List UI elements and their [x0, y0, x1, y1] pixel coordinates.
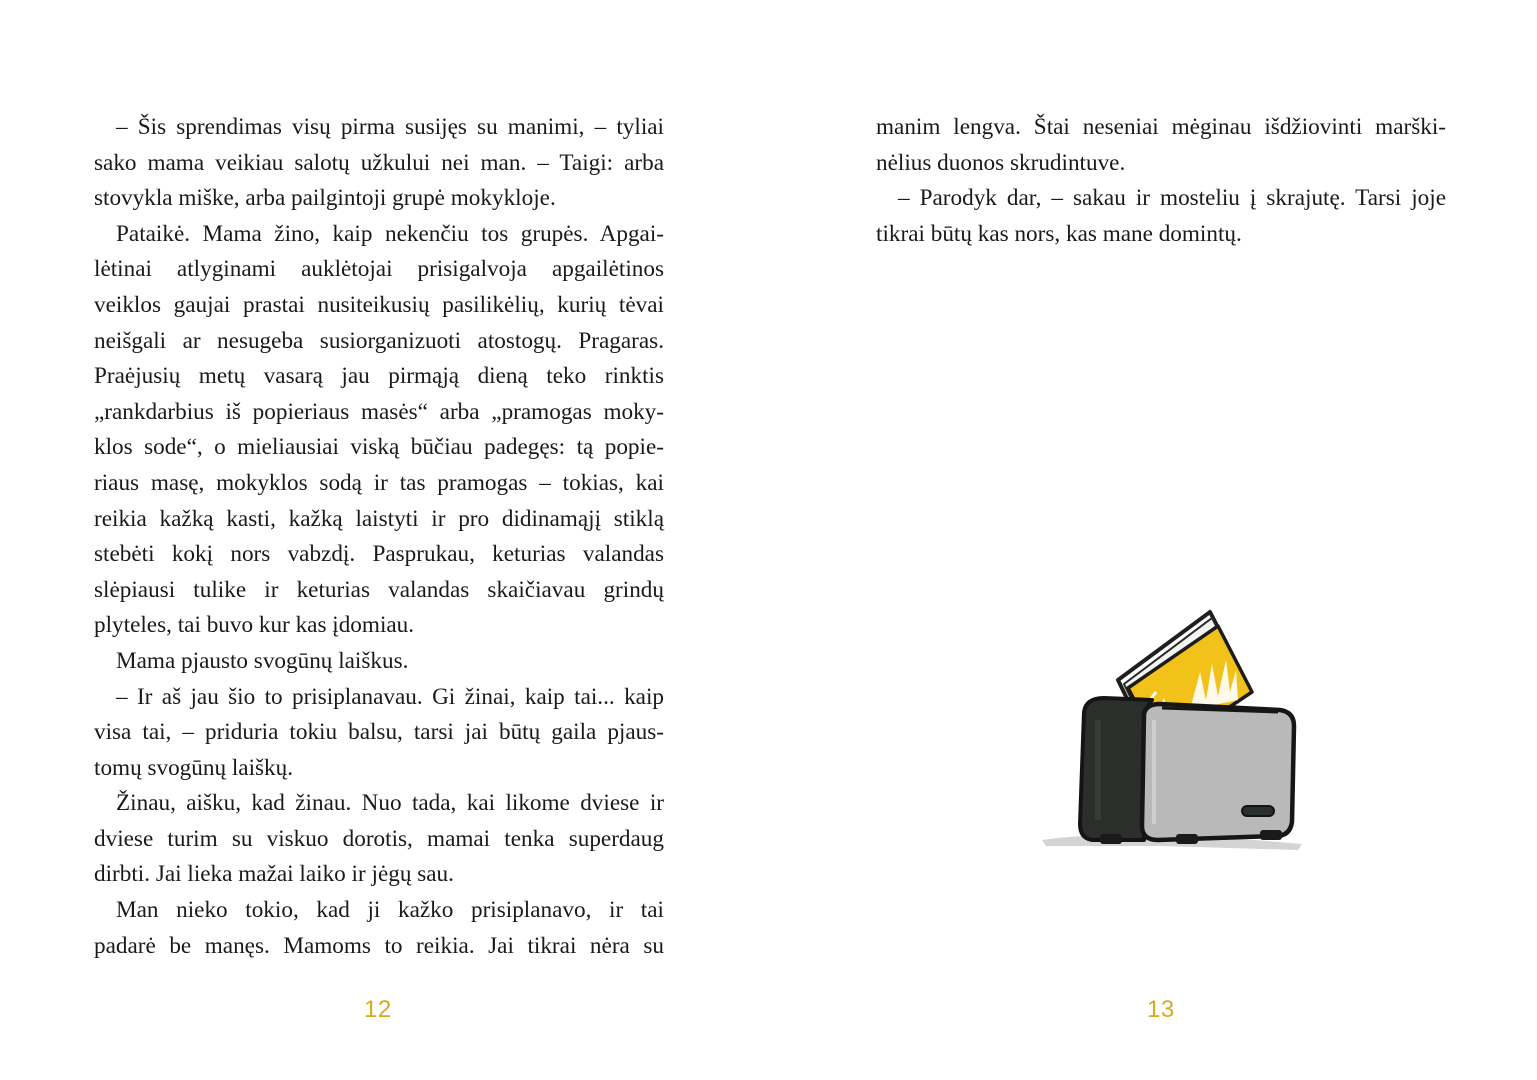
- toaster-lever: [1242, 806, 1274, 816]
- page-number-left: 12: [364, 996, 392, 1023]
- left-text-line: Man nieko tokio, kad ji kažko prisiplanavo, ir tai: [116, 897, 664, 924]
- left-text-line: tomų svogūnų laiškų.: [94, 754, 294, 781]
- left-text-line: riaus masę, mokyklos sodą ir tas pramogas – tokias, kai: [94, 469, 664, 496]
- left-text-line: – Šis sprendimas visų pirma susijęs su manimi, – tyliai: [116, 114, 664, 140]
- left-text-line: slėpiausi tulike ir keturias valandas skaičiavau grindų: [94, 576, 664, 603]
- left-text-line: „rankdarbius iš popieriaus masės“ arba „pramogas moky-: [94, 398, 664, 425]
- toaster-with-booklet-icon: [1040, 600, 1310, 860]
- left-page-text: [94, 110, 664, 964]
- right-text-line: tikrai būtų kas nors, kas mane domintų.: [876, 220, 1242, 247]
- left-text-line: Mama pjausto svogūnų laiškus.: [116, 647, 409, 674]
- left-text-line: neišgali ar nesugeba susiorganizuoti atostogų. Pragaras.: [94, 327, 664, 354]
- left-text-line: stovykla miške, arba pailgintoji grupė mokykloje.: [94, 185, 556, 212]
- left-text-line: Žinau, aišku, kad žinau. Nuo tada, kai likome dviese ir: [116, 790, 664, 817]
- left-text-line: klos sode“, o mieliausiai viską būčiau padegęs: tą popie-: [94, 434, 664, 461]
- left-text-line: visa tai, – priduria tokiu balsu, tarsi jai būtų gaila pjaus-: [94, 719, 664, 746]
- left-text-line: sako mama veikiau salotų užkului nei man. – Taigi: arba: [94, 149, 664, 176]
- left-text-line: Pataikė. Mama žino, kaip nekenčiu tos grupės. Apgai-: [116, 220, 664, 247]
- left-text-line: Praėjusių metų vasarą jau pirmąją dieną teko rinktis: [94, 363, 664, 390]
- right-page-text: [876, 110, 1446, 252]
- right-text-line: – Parodyk dar, – sakau ir mosteliu į skrajutę. Tarsi joje: [898, 185, 1446, 212]
- left-text-line: dirbti. Jai lieka mažai laiko ir jėgų sau.: [94, 861, 454, 888]
- left-text-line: reikia kažką kasti, kažką laistyti ir pro didinamąjį stiklą: [94, 505, 664, 532]
- left-page: [0, 0, 768, 1080]
- left-text-line: padarė be manęs. Mamoms to reikia. Jai tikrai nėra su: [94, 932, 664, 959]
- page-number-right: 13: [1147, 996, 1175, 1023]
- right-text-line: nėlius duonos skrudintuve.: [876, 149, 1126, 176]
- left-text-line: dviese turim su viskuo dorotis, mamai tenka superdaug: [94, 825, 664, 852]
- left-text-line: stebėti kokį nors vabzdį. Pasprukau, keturias valandas: [94, 541, 664, 568]
- right-page: [768, 0, 1536, 1080]
- left-text-line: – Ir aš jau šio to prisiplanavau. Gi žinai, kaip tai... kaip: [116, 683, 664, 710]
- left-text-line: lėtinai atlyginami auklėtojai prisigalvoja apgailėtinos: [94, 256, 664, 283]
- left-text-line: plyteles, tai buvo kur kas įdomiau.: [94, 612, 415, 639]
- toaster-body: [1142, 704, 1294, 840]
- left-text-line: veiklos gaujai prastai nusiteikusių pasilikėlių, kurių tėvai: [94, 291, 664, 318]
- right-text-line: manim lengva. Štai neseniai mėginau išdžiovinti marški-: [876, 114, 1446, 140]
